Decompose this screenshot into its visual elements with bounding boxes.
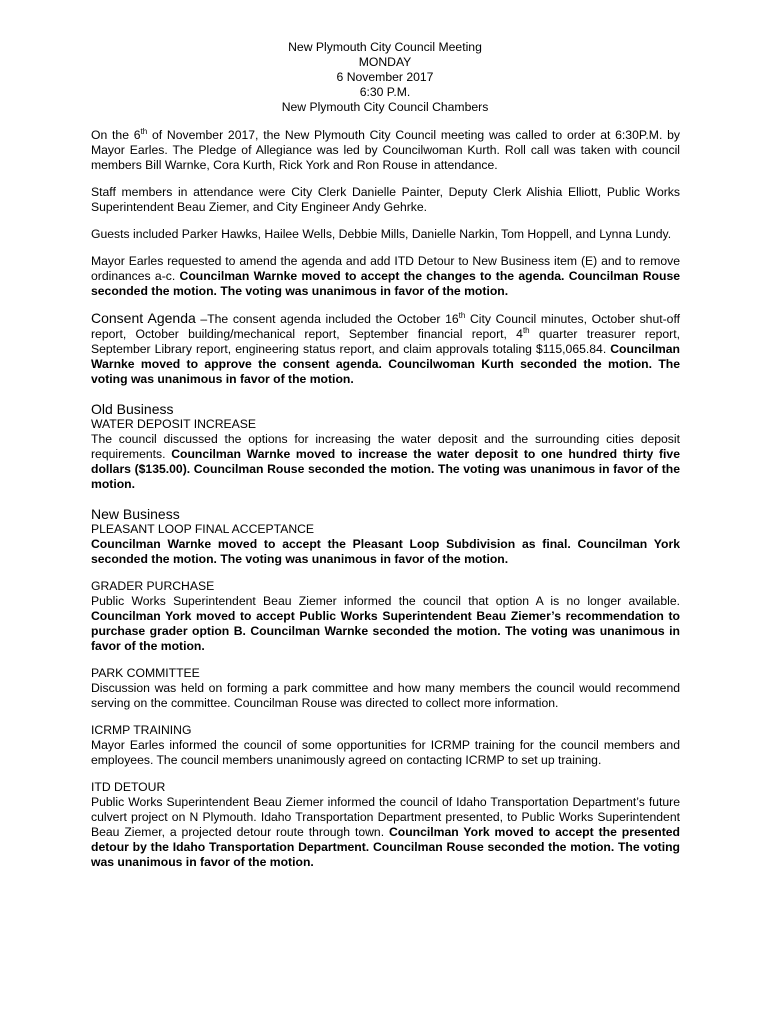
consent-paragraph: Consent Agenda –The consent agenda included the October 16th City Council minutes, October shut-off report, October building/mechanical report, September financial report, 4th quarter treasurer report, September Library report, engineering status report, and claim approvals totaling $115,065.84. Councilman Warnke moved to approve the consent agenda. Councilwoman Kurth seconded the motion. The voting was unanimous in favor of the motion.	[91, 310, 681, 386]
staff-paragraph: Staff members in attendance were City Clerk Danielle Painter, Deputy Clerk Alishia Elliott, Public Works Superintendent Beau Ziemer, and City Engineer Andy Gehrke.	[91, 185, 680, 214]
new-business-heading: New Business	[91, 506, 180, 522]
meeting-location: New Plymouth City Council Chambers	[281, 100, 489, 114]
guests-paragraph: Guests included Parker Hawks, Hailee Wells, Debbie Mills, Danielle Narkin, Tom Hoppell, and Lynna Lundy.	[91, 227, 672, 241]
pleasant-loop-motion: Councilman Warnke moved to accept the Pleasant Loop Subdivision as final. Councilman York seconded the motion. The voting was unanimous in favor of the motion.	[91, 537, 680, 566]
park-paragraph: Discussion was held on forming a park committee and how many members the council would recommend serving on the committee. Councilman Rouse was directed to collect more information.	[91, 681, 680, 710]
grader-motion: Councilman York moved to accept Public Works Superintendent Beau Ziemer’s recommendation to purchase grader option B. Councilman Warnke seconded the motion. The voting was unanimous in favor of the motion.	[91, 609, 680, 653]
minutes-body	[91, 128, 680, 870]
water-deposit-title: WATER DEPOSIT INCREASE	[91, 417, 257, 431]
meeting-date: 6 November 2017	[336, 70, 434, 84]
meeting-day: MONDAY	[358, 55, 412, 69]
meeting-title: New Plymouth City Council Meeting	[288, 40, 482, 54]
agenda-motion: Councilman Warnke moved to accept the changes to the agenda. Councilman Rouse seconded the motion. The voting was unanimous in favor of the motion.	[91, 269, 680, 298]
water-deposit-paragraph: The council discussed the options for increasing the water deposit and the surrounding cities deposit requirements. Councilman Warnke moved to increase the water deposit to one hundred thirty five dollars ($135.00). Councilman Rouse seconded the motion. The voting was unanimous in favor of the motion.	[91, 432, 680, 491]
agenda-paragraph: Mayor Earles requested to amend the agenda and add ITD Detour to New Business item (E) and to remove ordinances a-c. Councilman Warnke moved to accept the changes to the agenda. Councilman Rouse seconded the motion. The voting was unanimous in favor of the motion.	[91, 254, 680, 298]
meeting-time: 6:30 P.M.	[359, 85, 411, 99]
intro-paragraph: On the 6th of November 2017, the New Plymouth City Council meeting was called to order at 6:30P.M. by Mayor Earles. The Pledge of Allegiance was led by Councilwoman Kurth. Roll call was taken with council members Bill Warnke, Cora Kurth, Rick York and Ron Rouse in attendance.	[91, 126, 680, 172]
park-title: PARK COMMITTEE	[91, 666, 200, 680]
itd-paragraph: Public Works Superintendent Beau Ziemer informed the council of Idaho Transportation Department’s future culvert project on N Plymouth. Idaho Transportation Department presented, to Public Works Superintendent Beau Ziemer, a projected detour route through town. Councilman York moved to accept the presented detour by the Idaho Transportation Department. Councilman Rouse seconded the motion. The voting was unanimous in favor of the motion.	[91, 795, 680, 869]
icrmp-title: ICRMP TRAINING	[91, 723, 192, 737]
meeting-header	[0, 40, 770, 115]
icrmp-paragraph: Mayor Earles informed the council of some opportunities for ICRMP training for the council members and employees. The council members unanimously agreed on contacting ICRMP to set up training.	[91, 738, 680, 767]
water-deposit-motion: Councilman Warnke moved to increase the water deposit to one hundred thirty five dollars ($135.00). Councilman Rouse seconded the motion. The voting was unanimous in favor of the motion.	[91, 447, 680, 491]
grader-title: GRADER PURCHASE	[91, 579, 215, 593]
grader-paragraph: Public Works Superintendent Beau Ziemer informed the council that option A is no longer available. Councilman York moved to accept Public Works Superintendent Beau Ziemer’s recommendation to purchase grader option B. Councilman Warnke seconded the motion. The voting was unanimous in favor of the motion.	[91, 594, 680, 653]
itd-motion: Councilman York moved to accept the presented detour by the Idaho Transportation Department. Councilman Rouse seconded the motion. The voting was unanimous in favor of the motion.	[91, 825, 680, 869]
itd-title: ITD DETOUR	[91, 780, 166, 794]
consent-motion: Councilman Warnke moved to approve the consent agenda. Councilwoman Kurth seconded the motion. The voting was unanimous in favor of the motion.	[91, 342, 680, 386]
old-business-heading: Old Business	[91, 401, 174, 417]
pleasant-loop-title: PLEASANT LOOP FINAL ACCEPTANCE	[91, 522, 315, 536]
consent-title: Consent Agenda	[91, 310, 196, 326]
